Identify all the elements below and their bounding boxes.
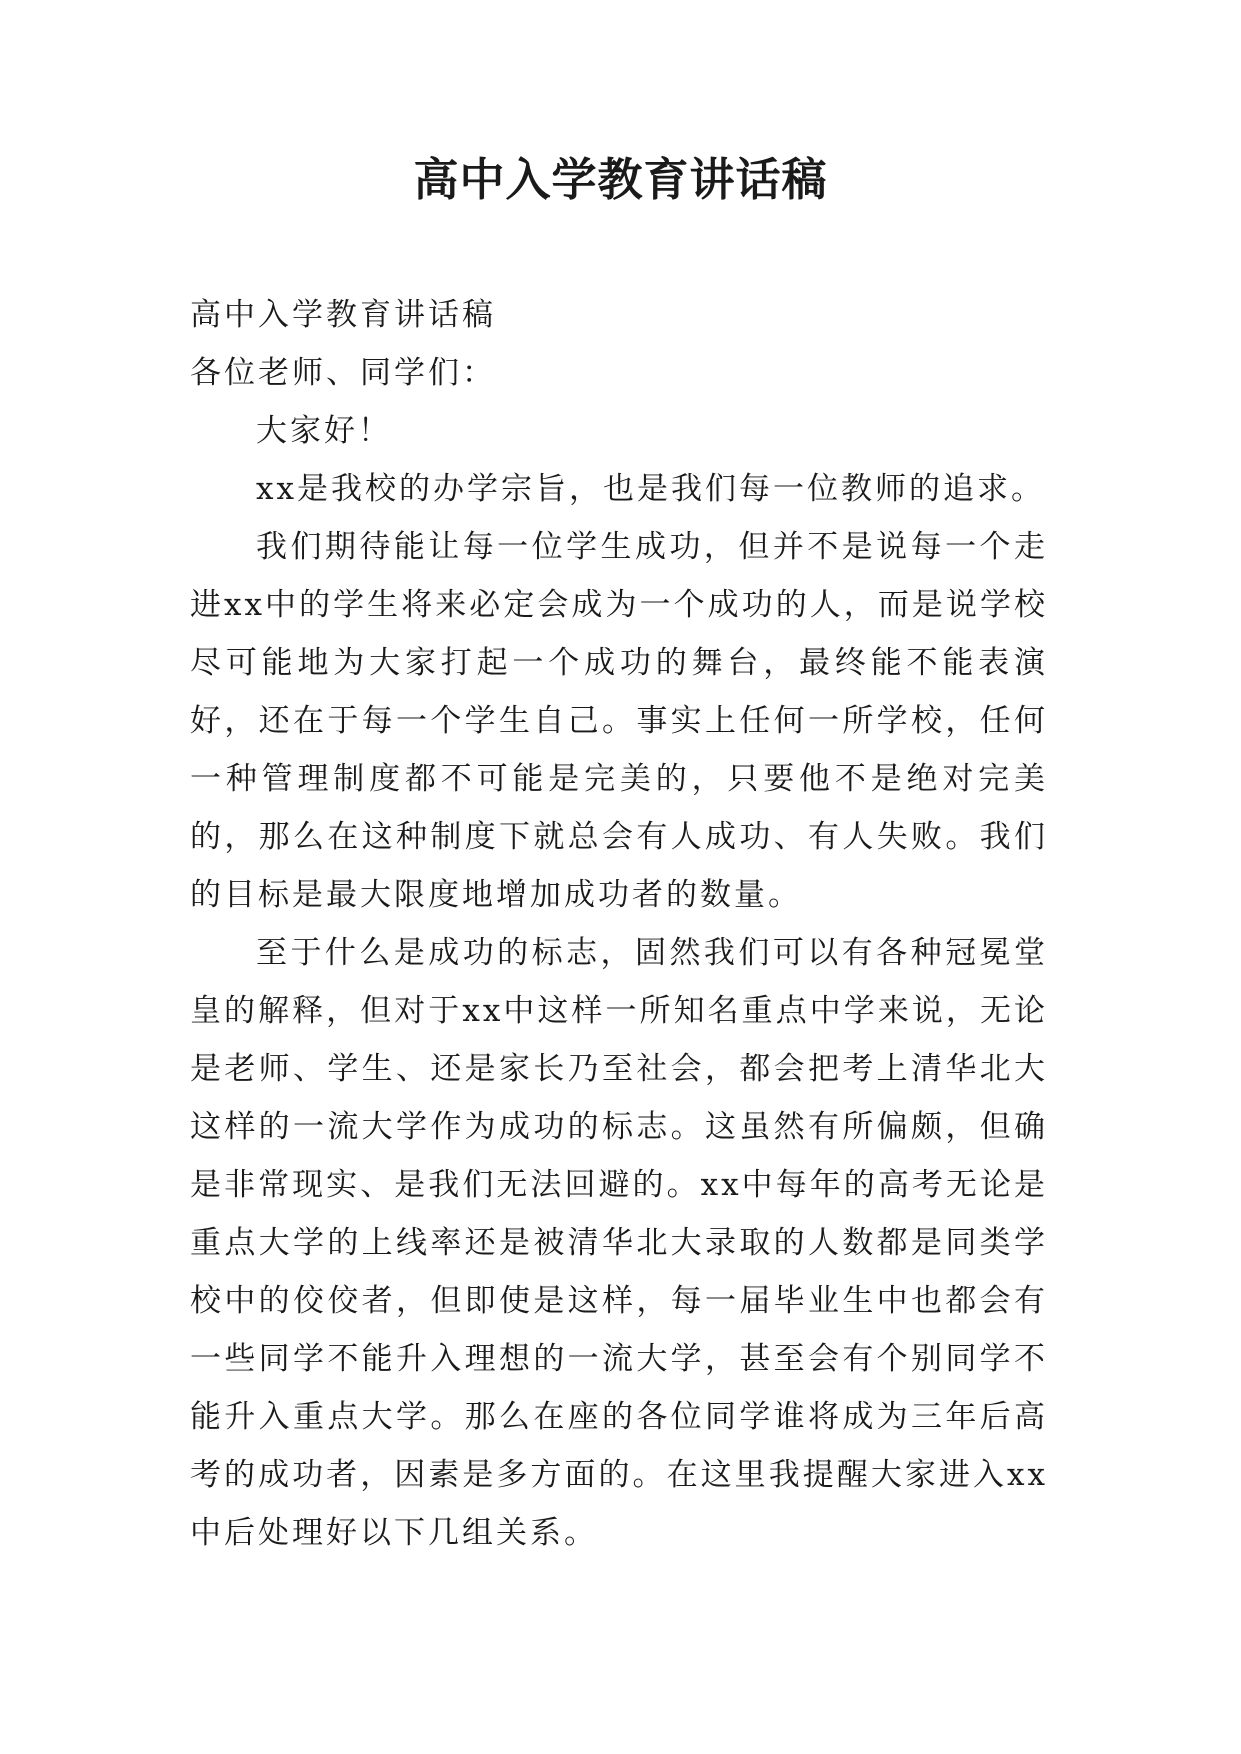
document-body [190,286,1048,1562]
salutation: 各位老师、同学们： [190,355,496,391]
body-heading: 高中入学教育讲话稿 [190,297,496,333]
document-title: 高中入学教育讲话稿 [413,153,828,206]
paragraph-success-goal: 我们期待能让每一位学生成功，但并不是说每一个走进xx中的学生将来必定会成为一个成功的人，而是说学校尽可能地为大家打起一个成功的舞台，最终能不能表演好，还在于每一个学生自己。事实上任何一所学校，任何一种管理制度都不可能是完美的，只要他不是绝对完美的，那么在这种制度下就总会有人成功、有人失败。我们的目标是最大限度地增加成功者的数量。 [190,529,1048,913]
paragraph-school-motto: xx是我校的办学宗旨，也是我们每一位教师的追求。 [256,471,1045,507]
greeting: 大家好！ [256,413,392,449]
paragraph-success-sign: 至于什么是成功的标志，固然我们可以有各种冠冕堂皇的解释，但对于xx中这样一所知名重点中学来说，无论是老师、学生、还是家长乃至社会，都会把考上清华北大这样的一流大学作为成功的标志。这虽然有所偏颇，但确是非常现实、是我们无法回避的。xx中每年的高考无论是重点大学的上线率还是被清华北大录取的人数都是同类学校中的佼佼者，但即使是这样，每一届毕业生中也都会有一些同学不能升入理想的一流大学，甚至会有个别同学不能升入重点大学。那么在座的各位同学谁将成为三年后高考的成功者，因素是多方面的。在这里我提醒大家进入xx中后处理好以下几组关系。 [190,935,1048,1551]
